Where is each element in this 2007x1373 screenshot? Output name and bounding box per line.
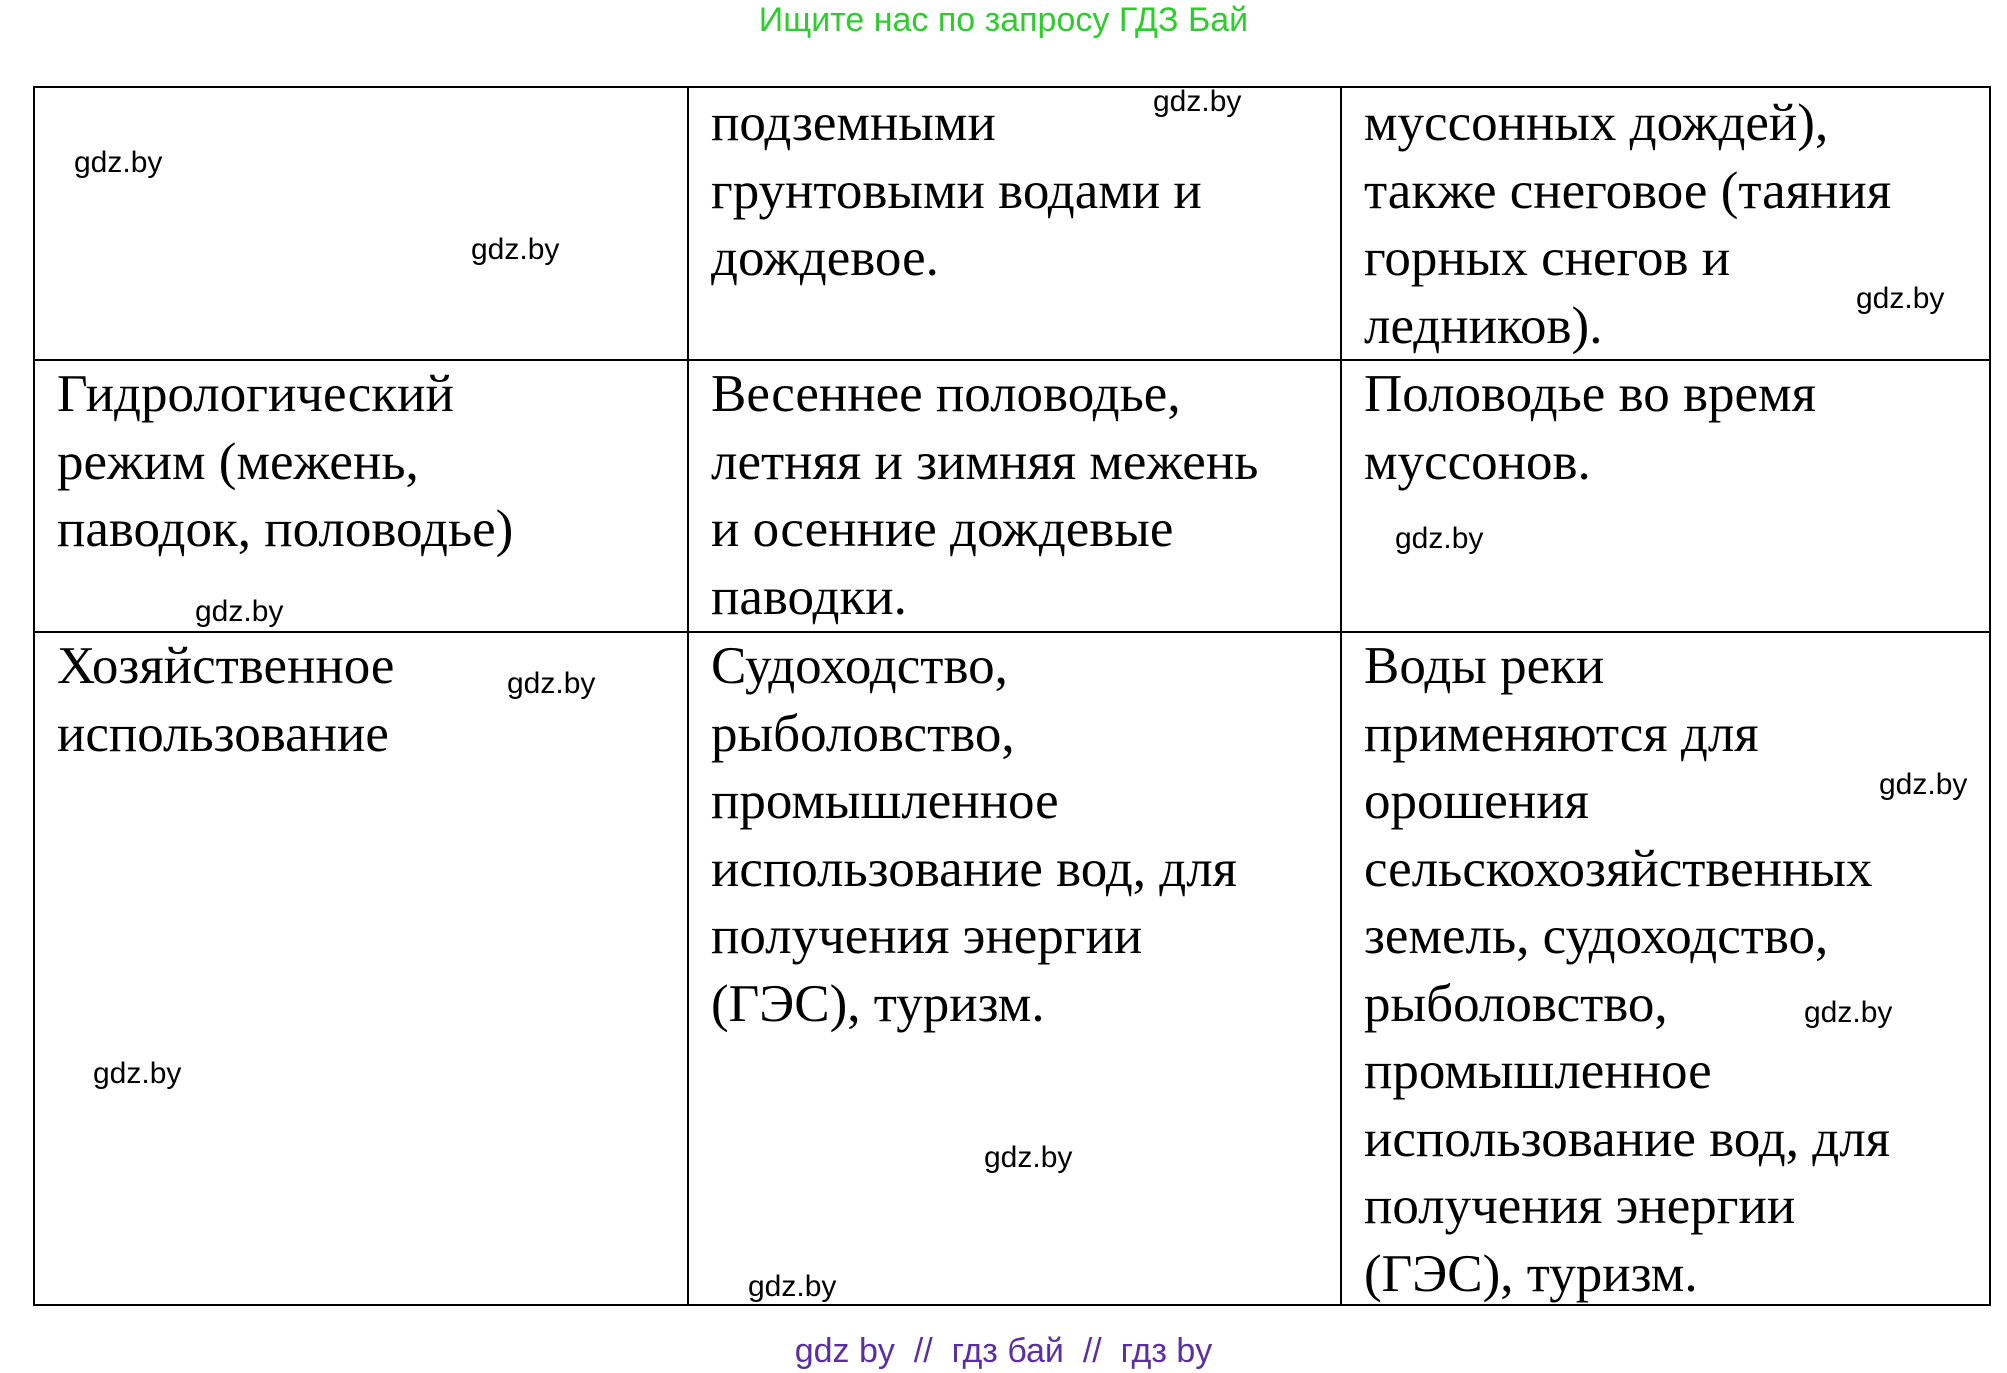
watermark: gdz.by — [1879, 768, 1968, 801]
table-cell-r1-c1 — [35, 90, 687, 359]
answer-table — [33, 86, 1991, 1306]
watermark: gdz.by — [471, 233, 560, 266]
watermark: gdz.by — [507, 667, 596, 700]
watermark: gdz.by — [195, 595, 284, 628]
table-cell-r1-c3: муссонных дождей), также снеговое (таяния горных снегов и ледников). — [1364, 94, 1892, 355]
table-cell-r2-c2: Весеннее половодье, летняя и зимняя межень и осенние дождевые паводки. — [711, 365, 1259, 626]
header-banner: Ищите нас по запросу ГДЗ Бай — [758, 1, 1249, 39]
table-cell-r2-c3: Половодье во время муссонов. — [1364, 365, 1816, 491]
watermark: gdz.by — [1856, 282, 1945, 315]
watermark: gdz.by — [1153, 85, 1242, 118]
table-cell-r2-c1: Гидрологический режим (межень, паводок, половодье) — [57, 365, 514, 558]
table-cell-r3-c3: Воды реки применяются для орошения сельскохозяйственных земель, судоходство, рыболовство, промышленное использование вод, для получения энергии (ГЭС), туризм. — [1364, 637, 1891, 1303]
watermark: gdz.by — [74, 146, 163, 179]
table-cell-r1-c2: подземными грунтовыми водами и дождевое. — [711, 94, 1202, 287]
watermark: gdz.by — [93, 1057, 182, 1090]
table-cell-r3-c2: Судоходство, рыболовство, промышленное использование вод, для получения энергии (ГЭС), туризм. — [711, 637, 1238, 1033]
footer-banner: gdz by // гдз бай // гдз by — [794, 1332, 1213, 1370]
watermark: gdz.by — [1395, 522, 1484, 555]
watermark: gdz.by — [984, 1141, 1073, 1174]
table-cell-r3-c1: Хозяйственное использование — [57, 637, 395, 763]
watermark: gdz.by — [1804, 996, 1893, 1029]
watermark: gdz.by — [748, 1270, 837, 1303]
